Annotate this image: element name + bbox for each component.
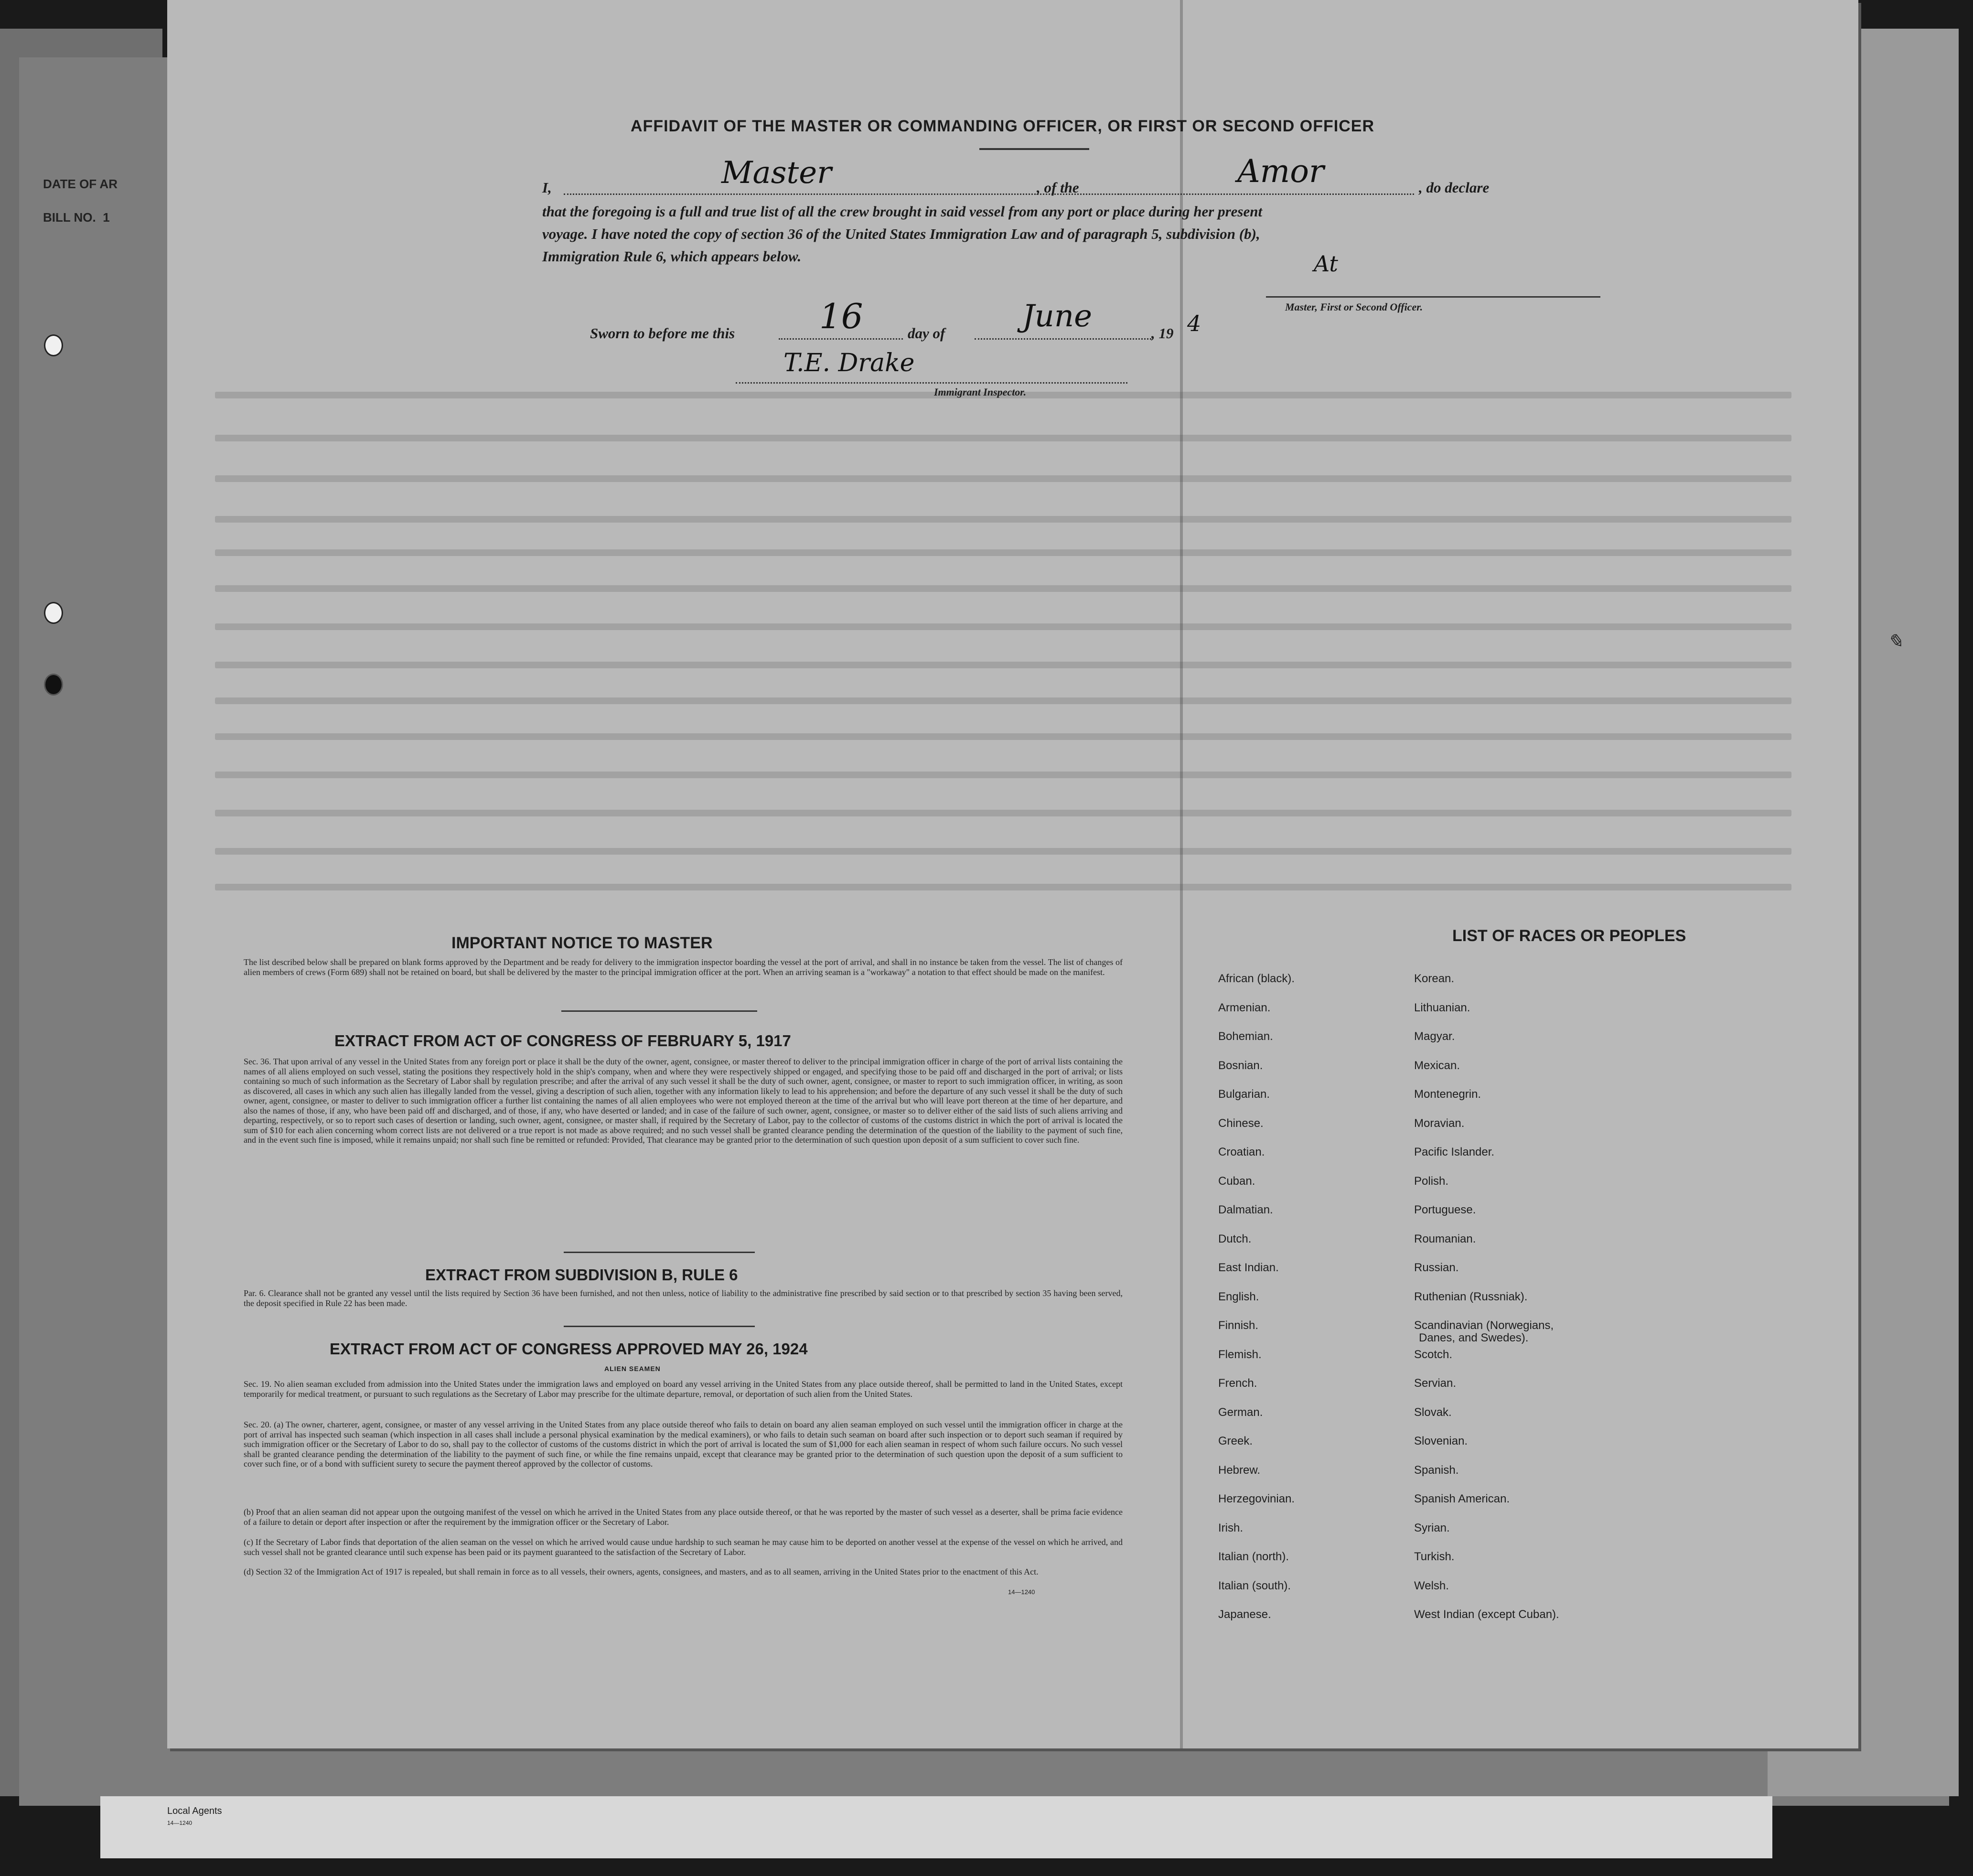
race-item: French. — [1218, 1377, 1257, 1390]
bleed-through-row — [215, 772, 1791, 778]
alien-seamen-subtitle: ALIEN SEAMEN — [604, 1365, 661, 1372]
races-title: LIST OF RACES OR PEOPLES — [1452, 927, 1686, 945]
bleed-through-row — [215, 623, 1791, 630]
race-item: Welsh. — [1414, 1579, 1449, 1592]
sec-20b-text: (b) Proof that an alien seaman did not appear upon the outgoing manifest of the vessel on which he arrived in the United States from any place outside thereof, or that he was reported by the master of such vessel as a deserter, shall be prima facie evidence of a failure to detain or deport after inspection or after the requirement by the immigration officer or the Secretary of Labor. — [244, 1507, 1123, 1527]
affidavit-line-2: that the foregoing is a full and true list of all the crew brought in said vessel from any port or place during her present — [542, 203, 1263, 220]
race-item: Dalmatian. — [1218, 1203, 1273, 1216]
officer-signature-handwritten: At — [1314, 251, 1338, 277]
race-item: Croatian. — [1218, 1146, 1265, 1158]
race-item: Italian (south). — [1218, 1579, 1291, 1592]
extract-1917-title: EXTRACT FROM ACT OF CONGRESS OF FEBRUARY 5, 1917 — [334, 1032, 791, 1050]
binder-hole — [44, 602, 63, 624]
vessel-name-field — [1118, 193, 1414, 195]
extract-1917-text: Sec. 36. That upon arrival of any vessel in the United States from any foreign port or place it shall be the duty of the owner, agent, consignee, or master thereof to deliver to the principal immigration officer in charge of the port of arrival lists containing the names of all aliens employed on such vessel, stating the positions they respectively hold in the ship's company, when and where they were respectively shipped or engaged, and specifying those to be paid off and discharged in the port of arrival; or lists containing so much of such information as the Secretary of Labor shall by regulation prescribe; and after the arrival of any such vessel it shall be the duty of such owner, agent, consignee, or master to report to such immigration officer, in writing, as soon as discovered, all cases in which any such alien has illegally landed from the vessel, giving a description of such alien, together with any information likely to lead to his apprehension; and before the departure of any such vessel it shall be the duty of such owner, agent, consignee, or master to deliver to such immigration officer a further list containing the names of all alien employees who were not employed thereon at the time of the arrival but who will leave port thereon at the time of her departure, and also the names of those, if any, who have been paid off and discharged, and of those, if any, who have deserted or landed; and in case of the failure of such owner, agent, consignee, or master so to deliver either of the said lists of such aliens arriving and departing, respectively, or so to report such cases of desertion or landing, such owner, agent, consignee, or master shall, if required by the Secretary of Labor, pay to the collector of customs of the customs district in which the port of arrival is located the sum of $10 for each alien concerning whom correct lists are not delivered or a true report is not made as above required; and no such vessel shall be granted clearance pending the determination of the question of the liability to the payment of such fine, and in the event such fine is imposed, while it remains unpaid; nor shall such fine be remitted or refunded: Provided, That clearance may be granted prior to the determination of such question upon deposit of a sum sufficient to cover such fine. — [244, 1057, 1123, 1145]
sworn-day-of: day of — [908, 325, 945, 342]
race-item: Herzegovinian. — [1218, 1492, 1295, 1505]
race-item: Russian. — [1414, 1261, 1459, 1274]
race-item: Ruthenian (Russniak). — [1414, 1290, 1528, 1303]
race-item: Roumanian. — [1414, 1232, 1476, 1245]
race-item: Turkish. — [1414, 1550, 1455, 1563]
sec-20d-text: (d) Section 32 of the Immigration Act of 1917 is repealed, but shall remain in force as to all vessels, their owners, agents, consignees, and masters, and as to all seamen, arriving in the United States prior to the enactment of this Act. — [244, 1567, 1039, 1576]
race-item: Scandinavian (Norwegians, — [1414, 1319, 1554, 1332]
race-item: Bosnian. — [1218, 1059, 1263, 1072]
race-item: Portuguese. — [1414, 1203, 1476, 1216]
race-item: Scotch. — [1414, 1348, 1453, 1361]
bleed-through-row — [215, 733, 1791, 740]
race-item: Bulgarian. — [1218, 1088, 1270, 1101]
page-fold — [1180, 0, 1183, 1748]
race-item: East Indian. — [1218, 1261, 1279, 1274]
race-item: Moravian. — [1414, 1116, 1465, 1130]
affidavit-line-4: Immigration Rule 6, which appears below. — [542, 248, 802, 265]
race-item: Armenian. — [1218, 1001, 1271, 1014]
race-item: Greek. — [1218, 1435, 1253, 1447]
bleed-through-row — [215, 435, 1791, 441]
bleed-through-row — [215, 549, 1791, 556]
extract-rule6-text: Par. 6. Clearance shall not be granted any vessel until the lists required by Section 36 have been furnished, and not then unless, notice of liability to the administrative fine prescribed by said section or to that prescribed by section 35 having been served, the deposit specified in Rule 22 has been made. — [244, 1288, 1123, 1308]
inspector-signature-field — [736, 382, 1127, 384]
date-of-arrival-label: DATE OF AR — [43, 177, 118, 191]
signature-line — [1266, 296, 1600, 298]
handwritten-margin-mark: ✎ — [1887, 631, 1903, 653]
sworn-year-prefix: , 19 — [1151, 325, 1174, 342]
bill-number-label: BILL NO. 1 — [43, 210, 110, 225]
section-rule — [564, 1252, 755, 1253]
race-item: Spanish American. — [1414, 1492, 1510, 1505]
form-number: 14—1240 — [1008, 1588, 1035, 1596]
sworn-prefix: Sworn to before me this — [590, 325, 735, 342]
race-item: Mexican. — [1414, 1059, 1460, 1072]
master-name-handwritten: Master — [721, 155, 832, 191]
bleed-through-row — [215, 697, 1791, 704]
race-item: Syrian. — [1414, 1521, 1450, 1534]
sworn-year-handwritten: 4 — [1187, 311, 1201, 336]
race-item: Cuban. — [1218, 1174, 1255, 1188]
affidavit-line-1-mid: , of the — [1037, 179, 1079, 196]
race-item: Magyar. — [1414, 1030, 1455, 1043]
race-item: Irish. — [1218, 1521, 1244, 1534]
extract-1924-title: EXTRACT FROM ACT OF CONGRESS APPROVED MAY 26, 1924 — [330, 1340, 808, 1358]
extract-rule6-title: EXTRACT FROM SUBDIVISION B, RULE 6 — [425, 1266, 738, 1284]
bleed-through-row — [215, 516, 1791, 523]
master-name-field — [564, 193, 1199, 195]
affidavit-line-1-suffix: , do declare — [1419, 179, 1490, 196]
bleed-through-row — [215, 662, 1791, 668]
race-item: Dutch. — [1218, 1232, 1252, 1245]
bleed-through-row — [215, 884, 1791, 890]
sworn-month-field — [975, 338, 1151, 340]
race-item: German. — [1218, 1405, 1263, 1419]
bleed-through-row — [215, 475, 1791, 482]
officer-signature-label: Master, First or Second Officer. — [1285, 301, 1423, 313]
sec-19-text: Sec. 19. No alien seaman excluded from admission into the United States under the immigration laws and employed on board any vessel arriving in the United States from any place outside thereof, shall be permitted to land in the United States, except temporarily for medical treatment, or pursuant to such regulations as the Secretary of Labor may prescribe for the ultimate departure, removal, or deportation of such alien from the United States. — [244, 1379, 1123, 1399]
sworn-day-field — [779, 338, 903, 340]
notice-title: IMPORTANT NOTICE TO MASTER — [451, 934, 713, 952]
manifest-page — [167, 0, 1858, 1748]
binder-hole — [44, 334, 63, 356]
sec-20a-text: Sec. 20. (a) The owner, charterer, agent, consignee, or master of any vessel arriving in the United States from any place outside thereof who fails to detain on board any alien seaman employed on such vessel until the immigration officer in charge at the port of arrival has inspected such seaman (which inspection in all cases shall include a personal physical examination by the medical examiners), or who fails to detain such seaman on board after such inspection or to deport such seaman if required by such immigration officer or the Secretary of Labor to do so, shall pay to the collector of customs of the customs district in which the port of arrival is located the sum of $1,000 for each alien seaman in respect of whom such failure occurs. No such vessel shall be granted clearance pending the determination of the liability to the payment of such fine, or while the fine remains unpaid, except that clearance may be granted prior to the determination of such question upon the deposit of a sum sufficient to cover such fine, or of a bond with sufficient surety to secure the payment thereof approved by the collector of customs. — [244, 1420, 1123, 1469]
race-item: Slovak. — [1414, 1405, 1452, 1419]
race-item: Chinese. — [1218, 1116, 1264, 1130]
sworn-day-handwritten: 16 — [819, 296, 863, 336]
race-item: Montenegrin. — [1414, 1088, 1481, 1101]
race-item: African (black). — [1218, 972, 1295, 985]
race-item: Flemish. — [1218, 1348, 1262, 1361]
race-item: Slovenian. — [1414, 1435, 1468, 1447]
bottom-sheet-strip — [100, 1796, 1772, 1858]
race-item: English. — [1218, 1290, 1259, 1303]
race-item: West Indian (except Cuban). — [1414, 1608, 1559, 1621]
section-rule — [564, 1326, 755, 1327]
notice-text: The list described below shall be prepared on blank forms approved by the Department and be ready for delivery to the immigration inspector boarding the vessel at the port of arrival, and shall in no instance be taken from the vessel. The list of changes of alien members of crews (Form 689) shall not be retained on board, but shall be delivered by the master to the principal immigration officer at the port. When an arriving seaman is a "workaway" a notation to that effect should be made on the manifest. — [244, 957, 1123, 977]
sec-20c-text: (c) If the Secretary of Labor finds that deportation of the alien seaman on the vessel on which he arrived would cause undue hardship to such seaman he may cause him to be deported on another vessel at the expense of the vessel on which he arrived, and such vessel shall not be granted clearance until such expense has been paid or its payment guaranteed to the satisfaction of the Secretary of Labor. — [244, 1537, 1123, 1557]
race-item: Spanish. — [1414, 1463, 1459, 1477]
race-item: Bohemian. — [1218, 1030, 1273, 1043]
race-item: Polish. — [1414, 1174, 1449, 1188]
local-agents-label: Local Agents 14—1240 — [167, 1806, 222, 1826]
race-item: Hebrew. — [1218, 1463, 1261, 1477]
affidavit-line-1-prefix: I, — [542, 179, 552, 196]
race-item: Danes, and Swedes). — [1419, 1331, 1529, 1344]
race-item: Korean. — [1414, 972, 1455, 985]
inspector-label: Immigrant Inspector. — [934, 386, 1027, 398]
race-item: Pacific Islander. — [1414, 1146, 1495, 1158]
bleed-through-row — [215, 585, 1791, 592]
sworn-month-handwritten: June — [1022, 299, 1092, 334]
bleed-through-row — [215, 848, 1791, 855]
race-item: Lithuanian. — [1414, 1001, 1470, 1014]
race-item: Japanese. — [1218, 1608, 1271, 1621]
inspector-signature-handwritten: T.E. Drake — [783, 349, 915, 377]
race-item: Servian. — [1414, 1377, 1457, 1390]
vessel-name-handwritten: Amor — [1237, 153, 1324, 190]
bleed-through-row — [215, 810, 1791, 816]
race-item: Finnish. — [1218, 1319, 1259, 1332]
binder-hole — [44, 674, 63, 696]
race-item: Italian (north). — [1218, 1550, 1289, 1563]
title-rule — [979, 148, 1089, 150]
section-rule — [561, 1010, 757, 1012]
affidavit-title: AFFIDAVIT OF THE MASTER OR COMMANDING OFFICER, OR FIRST OR SECOND OFFICER — [631, 117, 1374, 135]
affidavit-line-3: voyage. I have noted the copy of section 36 of the United States Immigration Law and of paragraph 5, subdivision (b), — [542, 225, 1260, 242]
